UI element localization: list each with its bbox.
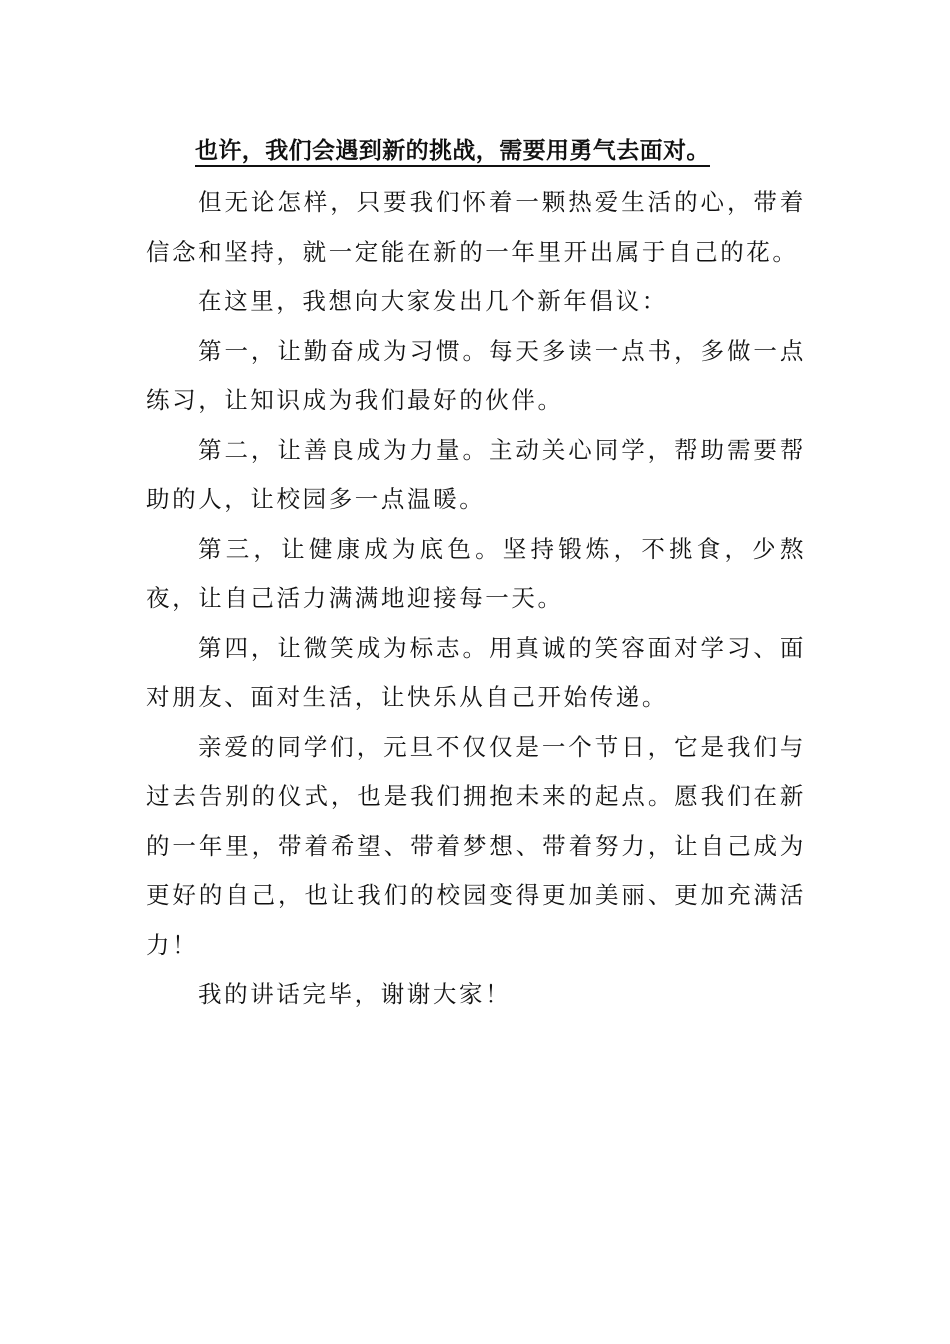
paragraph-proposal-1: 第一，让勤奋成为习惯。每天多读一点书，多做一点练习，让知识成为我们最好的伙伴。	[146, 336, 806, 414]
paragraph-proposal-4: 第四，让微笑成为标志。用真诚的笑容面对学习、面对朋友、面对生活，让快乐从自己开始传递。	[146, 633, 806, 711]
paragraph-thanks: 我的讲话完毕，谢谢大家！	[198, 980, 512, 1008]
paragraph-proposal-intro: 在这里，我想向大家发出几个新年倡议：	[198, 287, 668, 315]
paragraph-conclusion: 亲爱的同学们，元旦不仅仅是一个节日，它是我们与过去告别的仪式，也是我们拥抱未来的起点。愿我们在新的一年里，带着希望、带着梦想、带着努力，让自己成为更好的自己，也让我们的校园变得更加美丽、更加充满活力！	[146, 732, 806, 959]
paragraph-proposal-3: 第三，让健康成为底色。坚持锻炼，不挑食，少熬夜，让自己活力满满地迎接每一天。	[146, 534, 806, 612]
document-body	[146, 178, 806, 1020]
paragraph-closing-hope: 但无论怎样，只要我们怀着一颗热爱生活的心，带着信念和坚持，就一定能在新的一年里开出属于自己的花。	[146, 188, 806, 266]
paragraph-proposal-2: 第二，让善良成为力量。主动关心同学，帮助需要帮助的人，让校园多一点温暖。	[146, 435, 806, 513]
underlined-heading: 也许，我们会遇到新的挑战，需要用勇气去面对。	[195, 131, 710, 167]
